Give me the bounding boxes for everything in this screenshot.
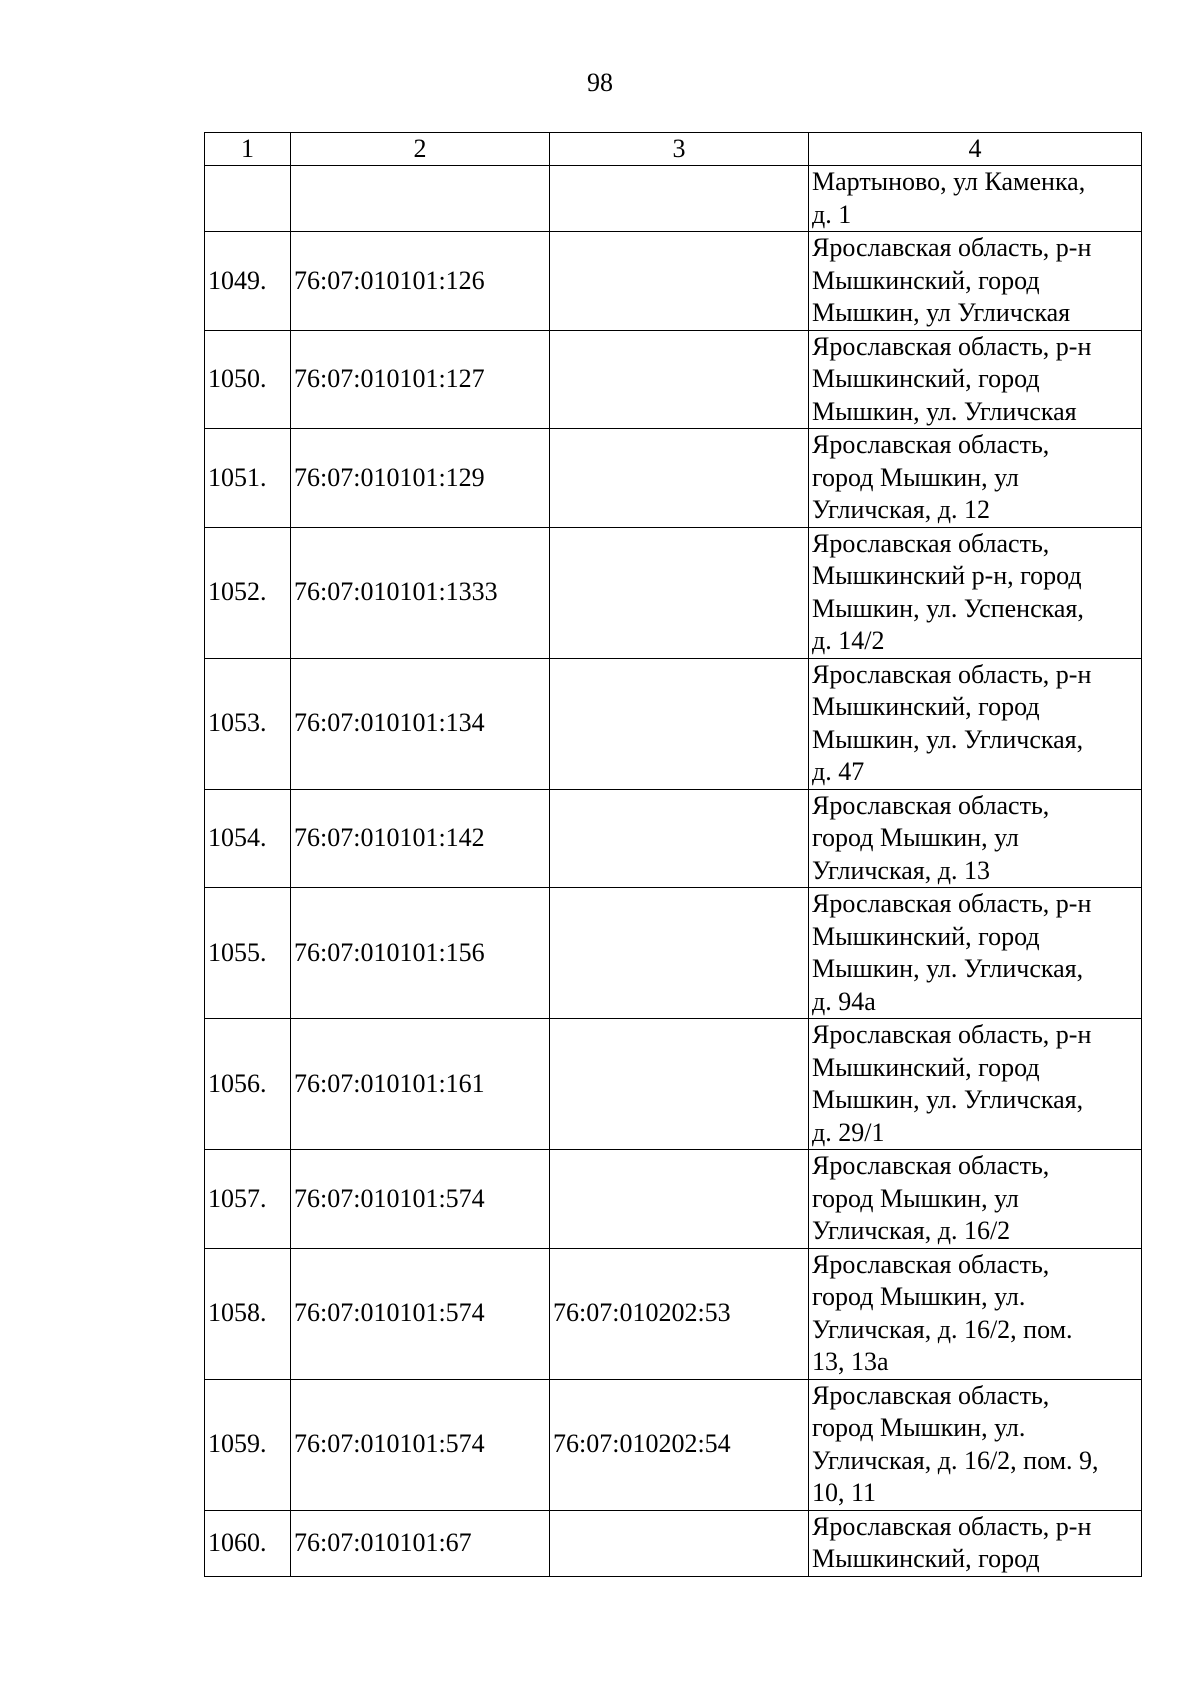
secondary-cadastral-number: 76:07:010202:53: [550, 1248, 809, 1379]
header-cell-3: 3: [550, 133, 809, 166]
cadastral-number: 76:07:010101:574: [291, 1150, 550, 1249]
table-row: [205, 1019, 1142, 1150]
table-row: [205, 1510, 1142, 1576]
table-row: [205, 429, 1142, 528]
cadastral-number: 76:07:010101:574: [291, 1379, 550, 1510]
secondary-cadastral-number: [550, 1019, 809, 1150]
table-row: [205, 166, 1142, 232]
secondary-cadastral-number: 76:07:010202:54: [550, 1379, 809, 1510]
table-row: [205, 1379, 1142, 1510]
address: Ярославская область, город Мышкин, ул Угличская, д. 16/2: [809, 1150, 1142, 1249]
table-row: [205, 232, 1142, 331]
table-row: [205, 330, 1142, 429]
row-number: 1050.: [205, 330, 291, 429]
row-number: 1049.: [205, 232, 291, 331]
secondary-cadastral-number: [550, 166, 809, 232]
cadastral-number: 76:07:010101:142: [291, 789, 550, 888]
address: Ярославская область, р-н Мышкинский, город Мышкин, ул. Угличская, д. 29/1: [809, 1019, 1142, 1150]
secondary-cadastral-number: [550, 527, 809, 658]
row-number: 1054.: [205, 789, 291, 888]
secondary-cadastral-number: [550, 330, 809, 429]
cadastral-number: 76:07:010101:67: [291, 1510, 550, 1576]
address: Ярославская область, р-н Мышкинский, город Мышкин, ул. Угличская, д. 94а: [809, 888, 1142, 1019]
row-number: 1051.: [205, 429, 291, 528]
registry-table: [204, 132, 1142, 1577]
secondary-cadastral-number: [550, 789, 809, 888]
address: Ярославская область, Мышкинский р-н, город Мышкин, ул. Успенская, д. 14/2: [809, 527, 1142, 658]
address: Ярославская область, город Мышкин, ул. Угличская, д. 16/2, пом. 9, 10, 11: [809, 1379, 1142, 1510]
address: Ярославская область, город Мышкин, ул. Угличская, д. 16/2, пом. 13, 13а: [809, 1248, 1142, 1379]
address: Ярославская область, р-н Мышкинский, город Мышкин, ул. Угличская, д. 47: [809, 658, 1142, 789]
table-row: [205, 658, 1142, 789]
header-cell-1: 1: [205, 133, 291, 166]
row-number: 1057.: [205, 1150, 291, 1249]
cadastral-number: 76:07:010101:574: [291, 1248, 550, 1379]
cadastral-number: 76:07:010101:156: [291, 888, 550, 1019]
header-cell-2: 2: [291, 133, 550, 166]
row-number: 1056.: [205, 1019, 291, 1150]
row-number: 1052.: [205, 527, 291, 658]
header-cell-4: 4: [809, 133, 1142, 166]
address: Ярославская область, город Мышкин, ул Угличская, д. 12: [809, 429, 1142, 528]
row-number: 1060.: [205, 1510, 291, 1576]
row-number: 1059.: [205, 1379, 291, 1510]
page-number: 98: [587, 68, 613, 97]
secondary-cadastral-number: [550, 1150, 809, 1249]
address: Мартыново, ул Каменка, д. 1: [809, 166, 1142, 232]
header-row: [205, 133, 1142, 166]
address: Ярославская область, р-н Мышкинский, город: [809, 1510, 1142, 1576]
cadastral-number: 76:07:010101:1333: [291, 527, 550, 658]
cadastral-number: 76:07:010101:126: [291, 232, 550, 331]
cadastral-number: 76:07:010101:127: [291, 330, 550, 429]
row-number: [205, 166, 291, 232]
secondary-cadastral-number: [550, 888, 809, 1019]
row-number: 1053.: [205, 658, 291, 789]
secondary-cadastral-number: [550, 658, 809, 789]
row-number: 1055.: [205, 888, 291, 1019]
table-row: [205, 527, 1142, 658]
table-row: [205, 1248, 1142, 1379]
cadastral-number: 76:07:010101:129: [291, 429, 550, 528]
row-number: 1058.: [205, 1248, 291, 1379]
address: Ярославская область, р-н Мышкинский, город Мышкин, ул Угличская: [809, 232, 1142, 331]
secondary-cadastral-number: [550, 429, 809, 528]
cadastral-number: [291, 166, 550, 232]
table-row: [205, 888, 1142, 1019]
table-row: [205, 1150, 1142, 1249]
secondary-cadastral-number: [550, 232, 809, 331]
cadastral-number: 76:07:010101:134: [291, 658, 550, 789]
address: Ярославская область, город Мышкин, ул Угличская, д. 13: [809, 789, 1142, 888]
address: Ярославская область, р-н Мышкинский, город Мышкин, ул. Угличская: [809, 330, 1142, 429]
cadastral-number: 76:07:010101:161: [291, 1019, 550, 1150]
table-row: [205, 789, 1142, 888]
secondary-cadastral-number: [550, 1510, 809, 1576]
